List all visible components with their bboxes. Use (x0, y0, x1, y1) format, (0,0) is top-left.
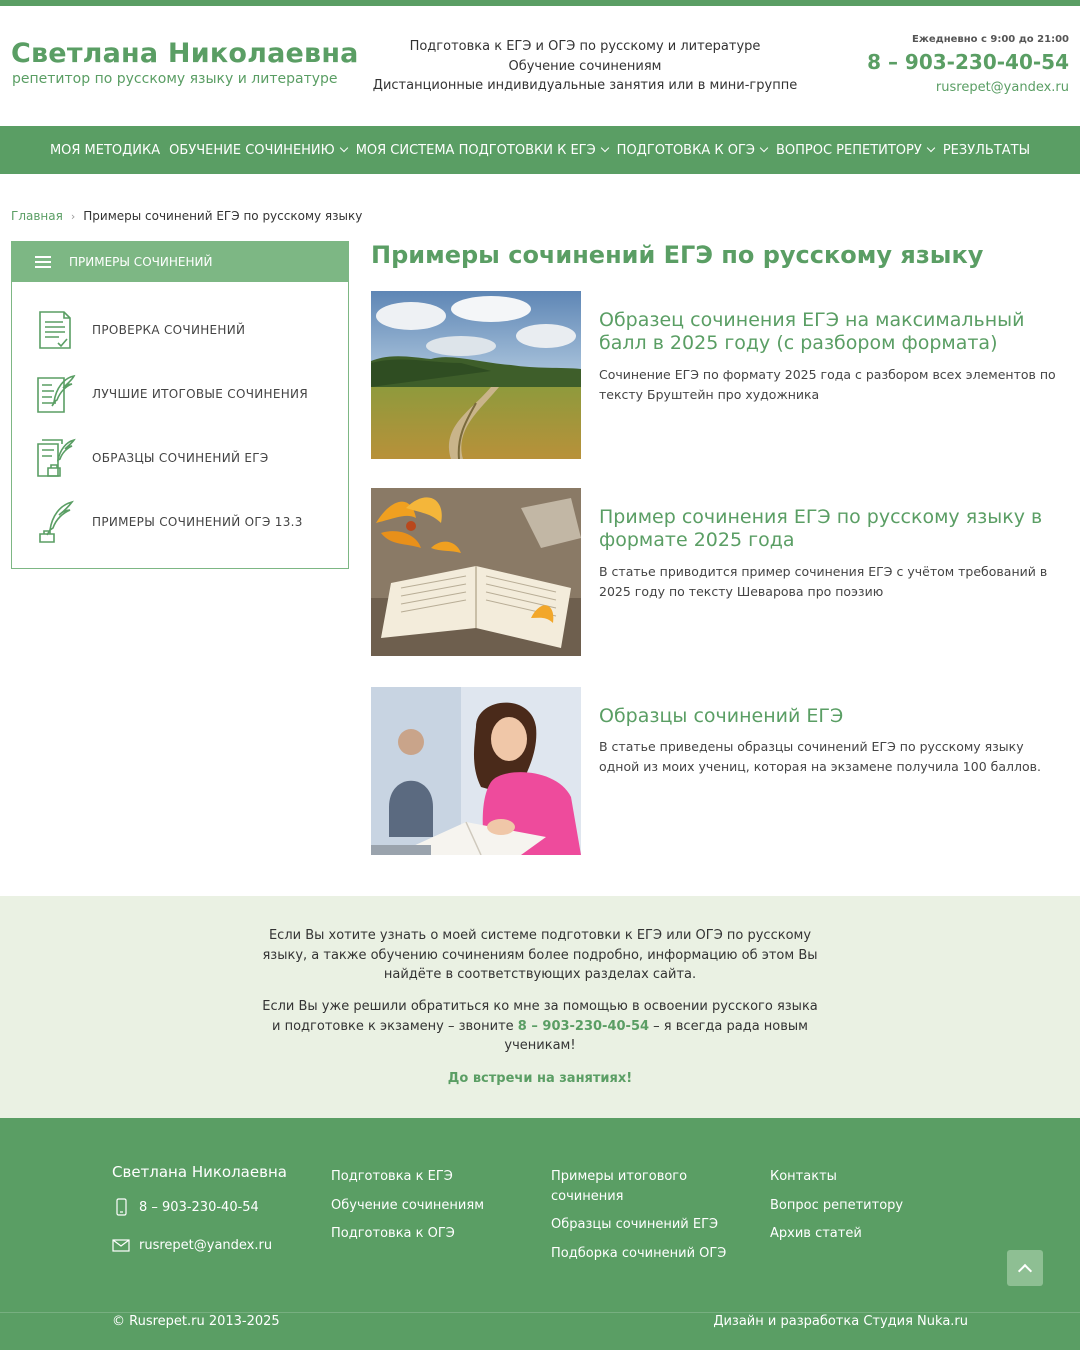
article-title-link[interactable]: Образец сочинения ЕГЭ на максимальный балл в 2025 году (с разбором формата) (599, 309, 1025, 354)
sidebar-item-oge-samples[interactable] (34, 500, 303, 544)
article-image[interactable] (371, 488, 581, 656)
page-title: Примеры сочинений ЕГЭ по русскому языку (371, 241, 984, 269)
article-excerpt: В статье приводится пример сочинения ЕГЭ с учётом требований в 2025 году по тексту Шеварова про поэзию (599, 564, 1048, 599)
footer-link[interactable]: Подборка сочинений ОГЭ (551, 1245, 727, 1261)
nav-item-label: МОЯ СИСТЕМА ПОДГОТОВКИ К ЕГЭ (355, 142, 596, 158)
nav-item-oge-prep[interactable] (617, 143, 767, 158)
footer-link[interactable]: Подготовка к ОГЭ (331, 1226, 455, 1241)
nav-item-ege-system[interactable] (356, 143, 608, 158)
chevron-up-icon (1018, 1263, 1032, 1277)
breadcrumb-home-link[interactable]: Главная (11, 209, 63, 223)
info-cta: До встречи на занятиях! (447, 1071, 633, 1086)
site-tagline: репетитор по русскому языку и литературе (12, 71, 338, 87)
info-text: Если Вы уже решили обратиться ко мне за помощью в освоении русского языка и подготовке к экзамену – звоните (262, 999, 818, 1034)
footer-copyright: © Rusrepet.ru 2013-2025 (112, 1314, 280, 1329)
footer-link[interactable]: Подготовка к ЕГЭ (331, 1169, 453, 1184)
footer-link[interactable]: Контакты (770, 1169, 837, 1184)
menu-icon (35, 256, 51, 268)
article-title-link[interactable]: Образцы сочинений ЕГЭ (599, 705, 844, 727)
student-reading-photo (371, 687, 581, 855)
sidebar-item-ege-samples[interactable] (34, 436, 269, 480)
info-text: – я всегда рада новым ученикам! (504, 1018, 808, 1053)
papers-inkwell-icon (34, 436, 78, 480)
sidebar-item-label: ОБРАЗЦЫ СОЧИНЕНИЙ ЕГЭ (92, 451, 269, 465)
article-excerpt: В статье приведены образцы сочинений ЕГЭ по русскому языку одной из моих учениц, которая на экзамене получила 100 баллов. (599, 739, 1041, 774)
sidebar-title: ПРИМЕРЫ СОЧИНЕНИЙ (69, 255, 213, 269)
article-image[interactable] (371, 687, 581, 855)
chevron-down-icon (339, 144, 347, 152)
footer-email-text: rusrepet@yandex.ru (139, 1237, 273, 1253)
mobile-phone-icon (112, 1198, 130, 1216)
header-email-link[interactable]: rusrepet@yandex.ru (935, 80, 1069, 95)
info-section (0, 896, 1080, 1118)
nav-item-label: РЕЗУЛЬТАТЫ (942, 142, 1031, 158)
breadcrumb-current: Примеры сочинений ЕГЭ по русскому языку (83, 209, 363, 223)
envelope-icon (112, 1236, 130, 1254)
footer-phone-text: 8 – 903-230-40-54 (139, 1199, 259, 1215)
header-phone-link[interactable]: 8 – 903-230-40-54 (867, 50, 1069, 74)
nav-item-label: ВОПРОС РЕПЕТИТОРУ (775, 142, 922, 158)
sidebar-item-label: ЛУЧШИЕ ИТОГОВЫЕ СОЧИНЕНИЯ (92, 387, 308, 401)
sidebar-item-best-final-essays[interactable] (34, 372, 308, 416)
footer-link[interactable]: Архив статей (770, 1226, 862, 1241)
quill-inkwell-icon (34, 500, 78, 544)
footer-link[interactable]: Вопрос репетитору (770, 1197, 904, 1213)
breadcrumb-separator: › (70, 209, 76, 223)
info-paragraph-contact (260, 997, 820, 1056)
header-line: Дистанционные индивидуальные занятия или в мини-группе (372, 78, 798, 93)
nav-item-label: ПОДГОТОВКА К ОГЭ (616, 142, 755, 158)
sidebar-menu (11, 241, 349, 569)
chevron-down-icon (600, 144, 608, 152)
open-book-lily-photo (371, 488, 581, 656)
chevron-down-icon (760, 144, 768, 152)
sidebar-header[interactable] (12, 242, 348, 282)
header-line: Обучение сочинениям (508, 58, 662, 74)
footer-divider (0, 1312, 1080, 1313)
checklist-document-icon (34, 308, 78, 352)
footer-name: Светлана Николаевна (112, 1163, 287, 1181)
nav-item-essay-training[interactable] (169, 143, 347, 158)
nav-item-ask-tutor[interactable] (776, 143, 934, 158)
article-image[interactable] (371, 291, 581, 459)
article-title-link[interactable]: Пример сочинения ЕГЭ по русскому языку в формате 2025 года (599, 506, 1043, 551)
footer-link[interactable]: Примеры итогового сочинения (551, 1169, 688, 1204)
nav-item-results[interactable] (943, 143, 1030, 158)
article-excerpt: Сочинение ЕГЭ по формату 2025 года с разбором всех элементов по тексту Бруштейн про художника (599, 367, 1056, 402)
breadcrumb (11, 209, 362, 223)
chevron-down-icon (927, 144, 935, 152)
footer-email[interactable] (112, 1236, 272, 1254)
header-description (370, 37, 800, 96)
footer-link[interactable]: Обучение сочинениям (331, 1197, 485, 1213)
nav-item-label: ОБУЧЕНИЕ СОЧИНЕНИЮ (169, 142, 335, 158)
footer-credit-link[interactable]: Дизайн и разработка Студия Nuka.ru (713, 1314, 968, 1329)
working-hours: Ежедневно с 9:00 до 21:00 (912, 34, 1069, 45)
header-line: Подготовка к ЕГЭ и ОГЭ по русскому и литературе (409, 39, 761, 54)
nav-item-methodology[interactable] (50, 143, 160, 158)
footer-links-column (770, 1167, 970, 1253)
info-paragraph: Если Вы хотите узнать о моей системе подготовки к ЕГЭ или ОГЭ по русскому языку, а также обучению сочинениям более подробно, информацию об этом Вы найдёте в соответствующих разделах сайта. (262, 928, 818, 982)
nav-item-label: МОЯ МЕТОДИКА (49, 142, 161, 158)
header-contacts (867, 34, 1069, 95)
site-footer (0, 1118, 1080, 1350)
sidebar-item-label: ПРОВЕРКА СОЧИНЕНИЙ (92, 323, 246, 337)
main-nav (0, 126, 1080, 174)
sidebar-item-essay-check[interactable] (34, 308, 245, 352)
top-accent-bar (0, 0, 1080, 6)
footer-link[interactable]: Образцы сочинений ЕГЭ (551, 1217, 719, 1232)
footer-phone[interactable] (112, 1198, 259, 1216)
info-phone-link[interactable]: 8 – 903-230-40-54 (517, 1018, 650, 1034)
sidebar-item-label: ПРИМЕРЫ СОЧИНЕНИЙ ОГЭ 13.3 (92, 515, 303, 529)
document-quill-icon (34, 372, 78, 416)
field-road-photo (371, 291, 581, 459)
site-logo-name[interactable]: Светлана Николаевна (11, 38, 359, 69)
footer-links-column (331, 1167, 531, 1253)
scroll-to-top-button[interactable] (1007, 1250, 1043, 1286)
footer-links-column (551, 1167, 741, 1272)
